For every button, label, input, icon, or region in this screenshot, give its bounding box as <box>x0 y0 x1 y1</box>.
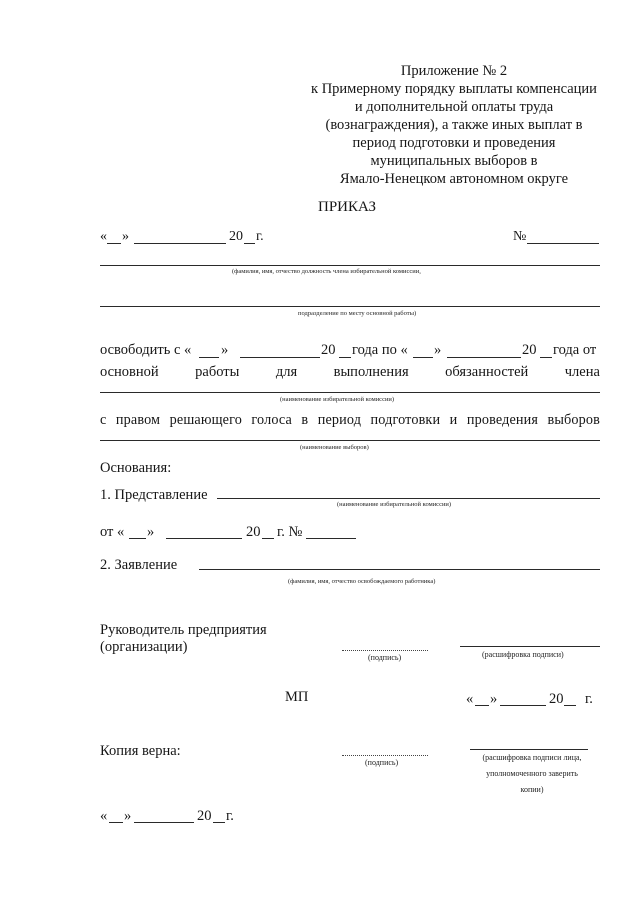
release-year-to[interactable] <box>540 357 552 358</box>
copy-month-field[interactable] <box>134 822 194 823</box>
statement-caption: (фамилия, имя, отчество освобождаемого работника) <box>288 578 436 585</box>
copy-year-field[interactable] <box>213 822 225 823</box>
from-year: 20 <box>246 524 261 540</box>
from-month-field[interactable] <box>166 538 242 539</box>
seal-label: МП <box>285 689 309 705</box>
stamp-month-field[interactable] <box>500 705 546 706</box>
date-day-field[interactable] <box>107 243 121 244</box>
copy-decode-field[interactable] <box>470 749 588 750</box>
from-open: от « <box>100 524 125 540</box>
date-year-prefix: 20 <box>229 229 243 244</box>
order-number-label: № <box>513 229 527 244</box>
copy-decode-caption-3: копии) <box>520 785 544 794</box>
head-line-2: (организации) <box>100 639 188 655</box>
copy-day-field[interactable] <box>109 822 123 823</box>
copy-decode-caption-2: уполномоченного заверить <box>486 769 578 778</box>
signature-decode-field[interactable] <box>460 646 600 647</box>
date-year-suffix: г. <box>256 229 264 244</box>
order-number-field[interactable] <box>527 243 599 244</box>
grounds-item-1: 1. Представление <box>100 487 208 503</box>
from-number-field[interactable] <box>306 538 356 539</box>
elections-field[interactable] <box>100 440 600 441</box>
release-word: основной <box>100 364 159 380</box>
elections-caption: (наименование выборов) <box>300 444 369 451</box>
commission-field[interactable] <box>100 392 600 393</box>
header-line-1: Приложение № 2 <box>400 63 508 79</box>
person-field[interactable] <box>100 265 600 266</box>
copy-open: « <box>100 808 108 824</box>
grounds-item-2: 2. Заявление <box>100 557 178 573</box>
header-line-5: период подготовки и проведения <box>352 135 556 151</box>
release-y2: 20 <box>522 342 537 358</box>
release-day-from[interactable] <box>199 357 219 358</box>
release-y1: 20 <box>321 342 336 358</box>
unit-field[interactable] <box>100 306 600 307</box>
header-line-2: к Примерному порядку выплаты компенсации <box>311 81 597 97</box>
statement-field[interactable] <box>199 569 600 570</box>
stamp-close: » <box>490 691 498 707</box>
copy-year: 20 <box>197 808 212 824</box>
stamp-day-field[interactable] <box>475 705 489 706</box>
signature-decode-caption: (расшифровка подписи) <box>482 650 564 659</box>
commission-caption: (наименование избирательной комиссии) <box>280 396 395 403</box>
copy-close: » <box>124 808 132 824</box>
release-month-from[interactable] <box>240 357 320 358</box>
signature-caption: (подпись) <box>368 653 402 662</box>
copy-label: Копия верна: <box>100 743 181 759</box>
release-year-from[interactable] <box>339 357 351 358</box>
from-close: » <box>147 524 155 540</box>
stamp-suffix: г. <box>585 691 593 707</box>
copy-suffix: г. <box>226 808 234 824</box>
submission-field[interactable] <box>217 498 600 499</box>
vote-line: с правом решающего голоса в период подготовки и проведения выборов <box>100 412 600 428</box>
submission-caption: (наименование избирательной комиссии) <box>337 501 452 508</box>
stamp-year: 20 <box>549 691 564 707</box>
signature-field[interactable] <box>342 650 428 651</box>
from-year-field[interactable] <box>262 538 274 539</box>
release-q2: » <box>434 342 442 358</box>
copy-decode-caption-1: (расшифровка подписи лица, <box>482 753 582 762</box>
unit-caption: подразделение по месту основной работы) <box>298 310 417 317</box>
release-mid: года по « <box>352 342 408 358</box>
head-line-1: Руководитель предприятия <box>100 622 267 638</box>
copy-signature-field[interactable] <box>342 755 428 756</box>
header-line-7: Ямало-Ненецком автономном округе <box>339 171 569 187</box>
release-word: выполнения <box>333 364 409 380</box>
stamp-open: « <box>466 691 474 707</box>
person-caption: (фамилия, имя, отчество должность члена избирательной комиссии, <box>232 268 421 275</box>
release-end: года от <box>553 342 597 358</box>
date-year-field[interactable] <box>244 243 255 244</box>
header-line-3: и дополнительной оплаты труда <box>354 99 554 115</box>
stamp-year-field[interactable] <box>564 705 576 706</box>
grounds-heading: Основания: <box>100 460 172 476</box>
release-word: обязанностей <box>445 364 529 380</box>
header-line-4: (вознаграждения), а также иных выплат в <box>325 117 583 133</box>
release-q1: » <box>221 342 229 358</box>
release-words-row <box>100 364 600 381</box>
date-month-field[interactable] <box>134 243 226 244</box>
copy-signature-caption: (подпись) <box>365 758 399 767</box>
release-word: для <box>275 364 298 380</box>
header-line-6: муниципальных выборов в <box>370 153 538 169</box>
release-word: члена <box>564 364 600 380</box>
from-suffix: г. № <box>277 524 303 540</box>
from-day-field[interactable] <box>129 538 146 539</box>
document-title: ПРИКАЗ <box>318 199 376 215</box>
release-start: освободить с « <box>100 342 192 358</box>
release-word: работы <box>195 364 240 380</box>
release-month-to[interactable] <box>447 357 521 358</box>
release-day-to[interactable] <box>413 357 433 358</box>
date-open-quote: « <box>100 229 107 244</box>
date-close-quote: » <box>122 229 129 244</box>
